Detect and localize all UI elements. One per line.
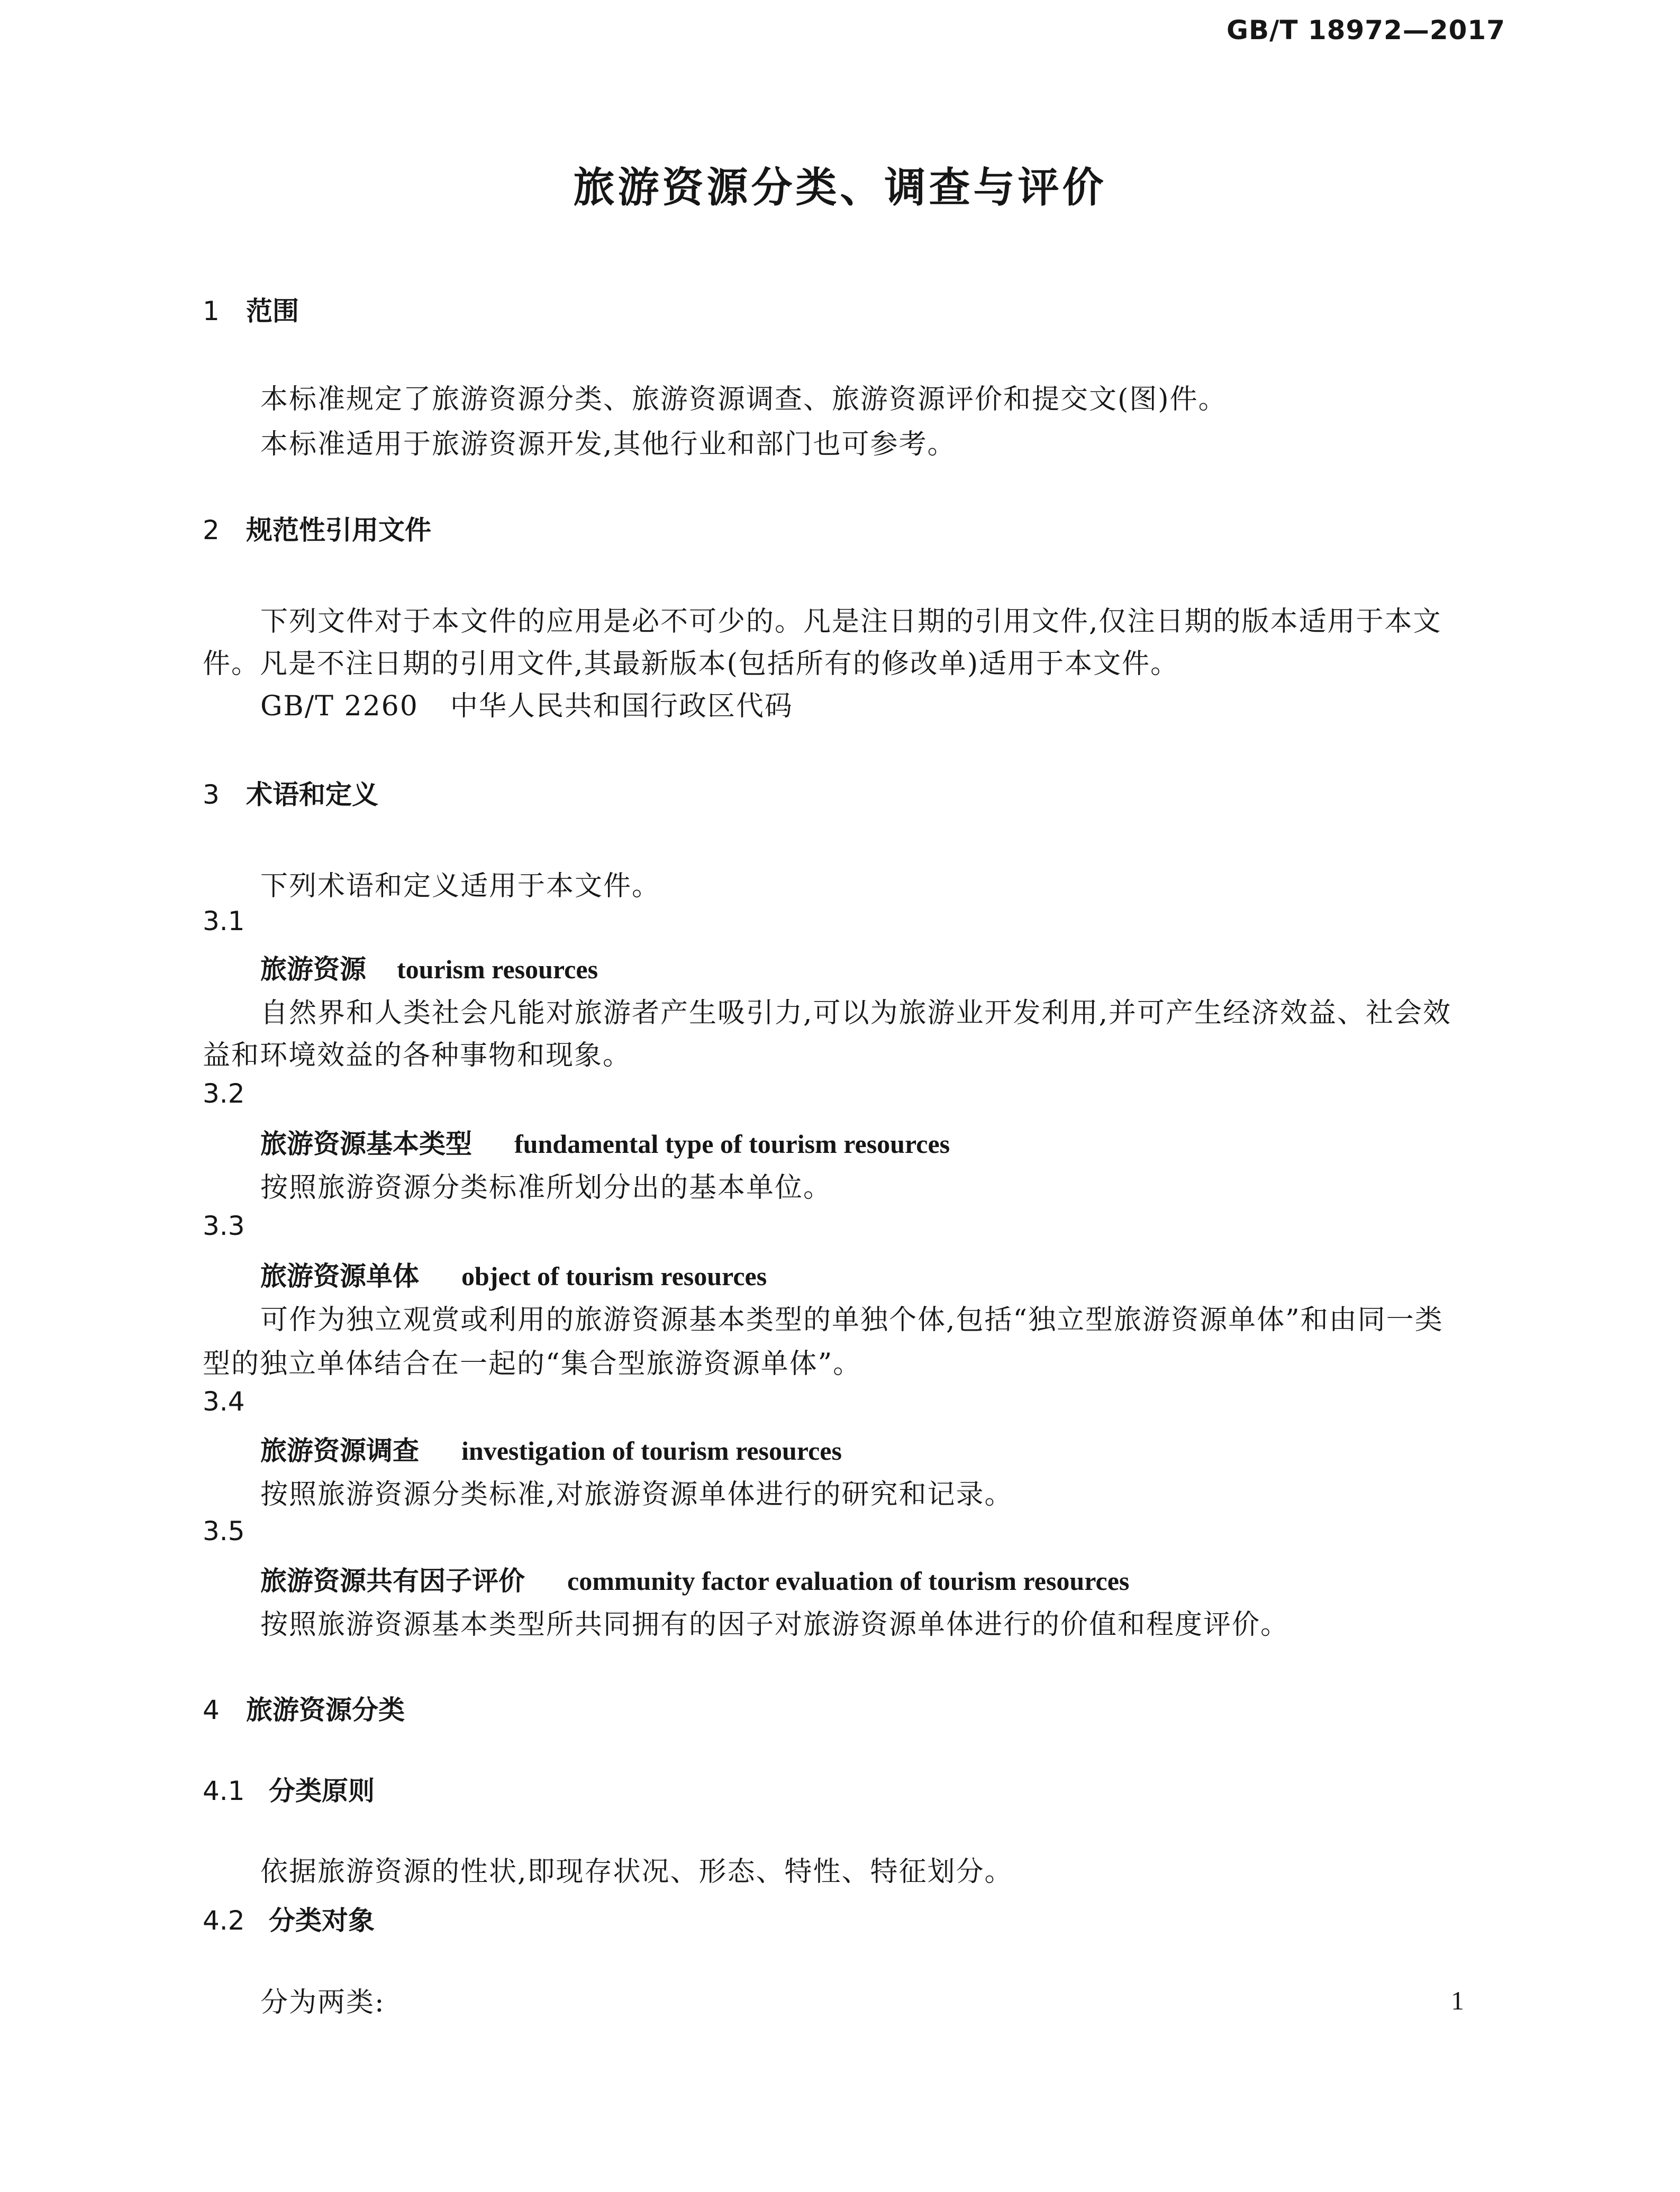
term-chinese: 旅游资源共有因子评价 [260,1566,525,1596]
section-3-intro: 下列术语和定义适用于本文件。 [260,870,661,902]
term-english: tourism resources [397,954,598,984]
term-number: 3.5 [203,1516,245,1547]
page-number: 1 [1451,1986,1464,2015]
term-english: investigation of tourism resources [461,1436,842,1466]
section-number: 2 [203,515,220,545]
term-number: 3.1 [203,906,245,936]
term-heading [260,1255,767,1293]
section-title: 旅游资源分类 [246,1695,405,1725]
section-number: 4.1 [203,1776,245,1806]
term-heading [260,1123,950,1161]
section-title: 规范性引用文件 [246,515,431,545]
section-1-heading [203,290,299,328]
term-definition-line-1: 按照旅游资源基本类型所共同拥有的因子对旅游资源单体进行的价值和程度评价。 [260,1609,1289,1641]
term-definition-line-2: 益和环境效益的各种事物和现象。 [203,1040,632,1071]
term-chinese: 旅游资源基本类型 [260,1129,472,1159]
section-4-1-heading [203,1770,375,1808]
term-heading [260,1430,842,1468]
term-english: community factor evaluation of tourism resources [567,1566,1130,1596]
term-chinese: 旅游资源 [260,954,366,985]
section-number: 4 [203,1695,220,1725]
reference-title: 中华人民共和国行政区代码 [450,690,793,722]
term-english: object of tourism resources [461,1261,767,1291]
section-2-paragraph-line-1: 下列文件对于本文件的应用是必不可少的。凡是注日期的引用文件,仅注日期的版本适用于本文 [260,606,1442,638]
section-title: 分类对象 [269,1905,375,1936]
section-number: 3 [203,779,220,810]
section-4-1-paragraph: 依据旅游资源的性状,即现存状况、形态、特性、特征划分。 [260,1856,1013,1888]
term-definition-line-1: 可作为独立观赏或利用的旅游资源基本类型的单独个体,包括“独立型旅游资源单体”和由同一类 [260,1304,1443,1336]
normative-reference [260,684,793,723]
reference-code: GB/T 2260 [260,690,419,722]
section-title: 范围 [246,296,299,326]
section-2-paragraph-line-2: 件。凡是不注日期的引用文件,其最新版本(包括所有的修改单)适用于本文件。 [203,648,1179,680]
document-title: 旅游资源分类、调查与评价 [573,164,1107,212]
section-title: 分类原则 [269,1776,375,1806]
term-number: 3.2 [203,1078,245,1109]
term-definition-line-1: 按照旅游资源分类标准所划分出的基本单位。 [260,1172,832,1204]
term-english: fundamental type of tourism resources [514,1129,950,1159]
term-heading [260,948,598,986]
term-chinese: 旅游资源单体 [260,1261,419,1291]
section-3-heading [203,774,378,812]
section-number: 4.2 [203,1905,245,1936]
section-4-heading [203,1689,405,1727]
document-code: GB/T 18972—2017 [1226,15,1505,46]
section-1-paragraph-2: 本标准适用于旅游资源开发,其他行业和部门也可参考。 [260,429,956,460]
term-definition-line-2: 型的独立单体结合在一起的“集合型旅游资源单体”。 [203,1348,862,1380]
section-number: 1 [203,296,220,326]
section-2-heading [203,509,431,547]
section-4-2-heading [203,1899,375,1938]
section-4-2-paragraph: 分为两类: [260,1987,385,2018]
term-chinese: 旅游资源调查 [260,1435,419,1466]
term-definition-line-1: 按照旅游资源分类标准,对旅游资源单体进行的研究和记录。 [260,1479,1013,1511]
term-definition-line-1: 自然界和人类社会凡能对旅游者产生吸引力,可以为旅游业开发利用,并可产生经济效益、社会效 [260,997,1452,1029]
term-number: 3.4 [203,1386,245,1417]
term-heading [260,1560,1129,1598]
section-title: 术语和定义 [246,779,378,810]
term-number: 3.3 [203,1211,245,1241]
section-1-paragraph-1: 本标准规定了旅游资源分类、旅游资源调查、旅游资源评价和提交文(图)件。 [260,384,1227,415]
